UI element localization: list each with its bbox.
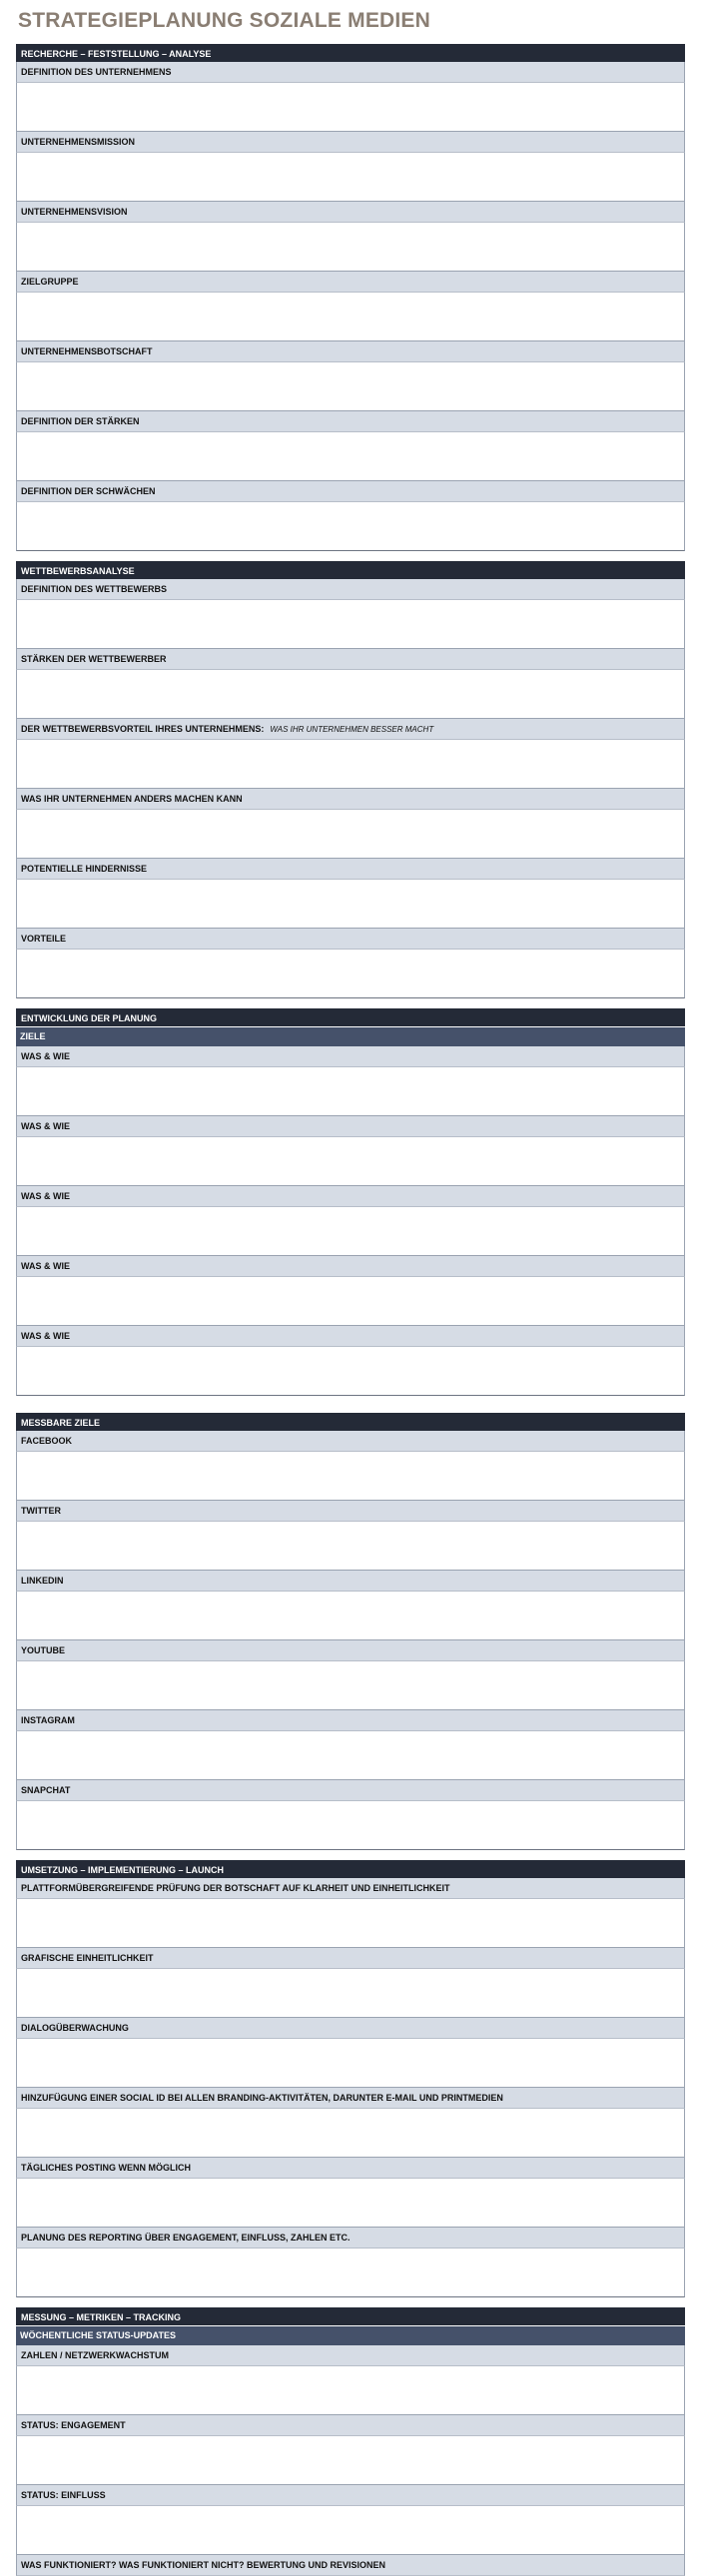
field-input-area[interactable] (16, 153, 685, 202)
field-label: DIALOGÜBERWACHUNG (16, 2018, 685, 2039)
field-input-area[interactable] (16, 432, 685, 481)
field-target-group (16, 272, 685, 341)
field-input-area[interactable] (16, 1592, 685, 1640)
section-heading-research: RECHERCHE – FESTSTELLUNG – ANALYSE (16, 44, 685, 62)
field-label: LINKEDIN (16, 1571, 685, 1592)
field-social-id (16, 2088, 685, 2158)
field-label: ZAHLEN / NETZWERKWACHSTUM (16, 2345, 685, 2366)
field-status-engagement (16, 2415, 685, 2485)
field-label: YOUTUBE (16, 1640, 685, 1661)
field-label: WAS & WIE (16, 1116, 685, 1137)
field-input-area[interactable] (16, 362, 685, 411)
field-label: WAS & WIE (16, 1186, 685, 1207)
field-input-area[interactable] (16, 2249, 685, 2297)
field-company-message (16, 341, 685, 411)
field-label: VORTEILE (16, 929, 685, 950)
field-input-area[interactable] (16, 1347, 685, 1396)
field-message-review (16, 1878, 685, 1948)
field-what-how (16, 1116, 685, 1186)
field-label: TWITTER (16, 1501, 685, 1522)
field-label: ZIELGRUPPE (16, 272, 685, 293)
field-label: FACEBOOK (16, 1431, 685, 1452)
field-input-area[interactable] (16, 880, 685, 929)
field-what-differently (16, 789, 685, 859)
field-input-area[interactable] (16, 950, 685, 998)
field-label: STÄRKEN DER WETTBEWERBER (16, 649, 685, 670)
field-what-how (16, 1186, 685, 1256)
field-snapchat (16, 1780, 685, 1850)
field-graphic-consistency (16, 1948, 685, 2018)
field-label: DEFINITION DES UNTERNEHMENS (16, 62, 685, 83)
field-input-area[interactable] (16, 1452, 685, 1501)
field-label: DEFINITION DER STÄRKEN (16, 411, 685, 432)
subheading-goals: ZIELE (16, 1027, 685, 1046)
field-linkedin (16, 1571, 685, 1640)
page-title: STRATEGIEPLANUNG SOZIALE MEDIEN (18, 9, 430, 32)
section-heading-measurable: MESSBARE ZIELE (16, 1413, 685, 1431)
field-obstacles (16, 859, 685, 929)
field-input-area[interactable] (16, 2109, 685, 2158)
field-label: STATUS: ENGAGEMENT (16, 2415, 685, 2436)
field-label: WAS & WIE (16, 1046, 685, 1067)
field-label: UNTERNEHMENSMISSION (16, 132, 685, 153)
field-label: WAS & WIE (16, 1326, 685, 1347)
field-instagram (16, 1710, 685, 1780)
field-input-area[interactable] (16, 293, 685, 341)
section-heading-competition: WETTBEWERBSANALYSE (16, 561, 685, 579)
field-input-area[interactable] (16, 600, 685, 649)
field-input-area[interactable] (16, 740, 685, 789)
section-heading-implementation: UMSETZUNG – IMPLEMENTIERUNG – LAUNCH (16, 1860, 685, 1878)
field-input-area[interactable] (16, 2506, 685, 2555)
field-input-area[interactable] (16, 223, 685, 272)
field-reporting-planning (16, 2228, 685, 2297)
field-label: PLANUNG DES REPORTING ÜBER ENGAGEMENT, EINFLUSS, ZAHLEN ETC. (16, 2228, 685, 2249)
field-advantages (16, 929, 685, 998)
field-label (16, 719, 685, 740)
field-label: POTENTIELLE HINDERNISSE (16, 859, 685, 880)
field-facebook (16, 1431, 685, 1501)
section-measurable-goals (16, 1413, 685, 1850)
field-label: HINZUFÜGUNG EINER SOCIAL ID BEI ALLEN BRANDING-AKTIVITÄTEN, DARUNTER E-MAIL UND PRINTMEDIEN (16, 2088, 685, 2109)
field-input-area[interactable] (16, 1969, 685, 2018)
field-input-area[interactable] (16, 1207, 685, 1256)
field-dialog-monitoring (16, 2018, 685, 2088)
field-input-area[interactable] (16, 1661, 685, 1710)
field-input-area[interactable] (16, 1731, 685, 1780)
field-company-mission (16, 132, 685, 202)
field-input-area[interactable] (16, 2039, 685, 2088)
field-label: STATUS: EINFLUSS (16, 2485, 685, 2506)
field-label: UNTERNEHMENSBOTSCHAFT (16, 341, 685, 362)
field-label: DEFINITION DES WETTBEWERBS (16, 579, 685, 600)
section-research (16, 44, 685, 551)
field-what-how (16, 1326, 685, 1396)
section-implementation (16, 1860, 685, 2297)
field-competition-definition (16, 579, 685, 649)
field-competitive-advantage (16, 719, 685, 789)
field-company-definition (16, 62, 685, 132)
field-daily-posting (16, 2158, 685, 2228)
field-input-area[interactable] (16, 1899, 685, 1948)
section-heading-planning: ENTWICKLUNG DER PLANUNG (16, 1008, 685, 1026)
field-what-how (16, 1046, 685, 1116)
field-input-area[interactable] (16, 2366, 685, 2415)
section-heading-measurement: MESSUNG – METRIKEN – TRACKING (16, 2307, 685, 2325)
field-input-area[interactable] (16, 1277, 685, 1326)
field-input-area[interactable] (16, 670, 685, 719)
field-twitter (16, 1501, 685, 1571)
field-youtube (16, 1640, 685, 1710)
field-competitor-strengths (16, 649, 685, 719)
field-input-area[interactable] (16, 2436, 685, 2485)
field-input-area[interactable] (16, 2179, 685, 2228)
field-label: INSTAGRAM (16, 1710, 685, 1731)
field-weaknesses (16, 481, 685, 551)
field-input-area[interactable] (16, 1137, 685, 1186)
section-planning (16, 1008, 685, 1396)
field-label: PLATTFORMÜBERGREIFENDE PRÜFUNG DER BOTSCHAFT AUF KLARHEIT UND EINHEITLICHKEIT (16, 1878, 685, 1899)
field-input-area[interactable] (16, 1801, 685, 1850)
field-input-area[interactable] (16, 1067, 685, 1116)
section-competition (16, 561, 685, 998)
field-label: GRAFISCHE EINHEITLICHKEIT (16, 1948, 685, 1969)
field-strengths (16, 411, 685, 481)
field-label: WAS FUNKTIONIERT? WAS FUNKTIONIERT NICHT? BEWERTUNG UND REVISIONEN (16, 2555, 685, 2576)
subheading-weekly-updates: WÖCHENTLICHE STATUS-UPDATES (16, 2326, 685, 2345)
field-company-vision (16, 202, 685, 272)
field-label: SNAPCHAT (16, 1780, 685, 1801)
field-what-how (16, 1256, 685, 1326)
field-label: UNTERNEHMENSVISION (16, 202, 685, 223)
field-input-area[interactable] (16, 1522, 685, 1571)
field-label-text: DER WETTBEWERBSVORTEIL IHRES UNTERNEHMENS: (21, 724, 265, 734)
field-label: WAS IHR UNTERNEHMEN ANDERS MACHEN KANN (16, 789, 685, 810)
field-label: TÄGLICHES POSTING WENN MÖGLICH (16, 2158, 685, 2179)
section-measurement (16, 2307, 685, 2576)
field-evaluation-revisions (16, 2555, 685, 2576)
field-label: WAS & WIE (16, 1256, 685, 1277)
field-input-area[interactable] (16, 502, 685, 551)
field-label-note: WAS IHR UNTERNEHMEN BESSER MACHT (270, 725, 434, 734)
field-status-influence (16, 2485, 685, 2555)
field-network-growth (16, 2345, 685, 2415)
field-input-area[interactable] (16, 810, 685, 859)
field-input-area[interactable] (16, 83, 685, 132)
field-label: DEFINITION DER SCHWÄCHEN (16, 481, 685, 502)
